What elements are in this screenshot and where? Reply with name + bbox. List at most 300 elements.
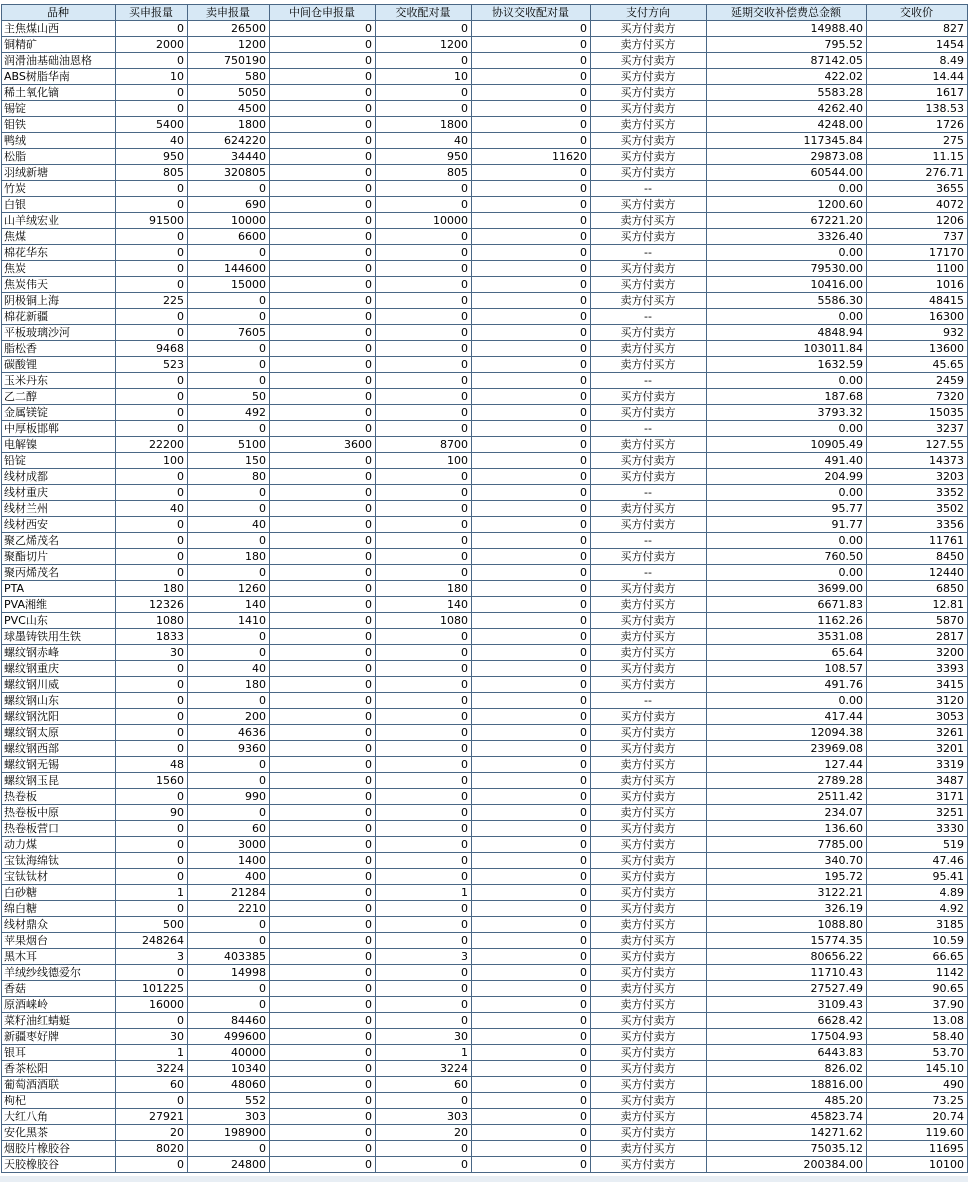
cell-delivery-price: 1454 bbox=[867, 37, 968, 53]
cell-delivery-matched: 0 bbox=[376, 725, 472, 741]
cell-intermediate-declared: 0 bbox=[270, 197, 376, 213]
cell-buy-declared: 27921 bbox=[116, 1109, 188, 1125]
table-row bbox=[2, 997, 968, 1013]
cell-agreement-matched: 0 bbox=[472, 549, 591, 565]
table-row bbox=[2, 421, 968, 437]
cell-delivery-price: 1142 bbox=[867, 965, 968, 981]
cell-variety: 螺纹钢玉昆 bbox=[2, 773, 116, 789]
cell-sell-declared: 1200 bbox=[188, 37, 270, 53]
cell-compensation-total: 14271.62 bbox=[707, 1125, 867, 1141]
cell-sell-declared: 198900 bbox=[188, 1125, 270, 1141]
cell-payment-direction: 买方付卖方 bbox=[591, 1013, 707, 1029]
cell-compensation-total: 3793.32 bbox=[707, 405, 867, 421]
cell-intermediate-declared: 0 bbox=[270, 693, 376, 709]
table-row bbox=[2, 885, 968, 901]
cell-delivery-matched: 60 bbox=[376, 1077, 472, 1093]
cell-payment-direction: -- bbox=[591, 565, 707, 581]
cell-compensation-total: 7785.00 bbox=[707, 837, 867, 853]
cell-delivery-matched: 0 bbox=[376, 341, 472, 357]
table-row bbox=[2, 725, 968, 741]
cell-compensation-total: 0.00 bbox=[707, 181, 867, 197]
cell-compensation-total: 108.57 bbox=[707, 661, 867, 677]
cell-agreement-matched: 0 bbox=[472, 245, 591, 261]
cell-delivery-matched: 0 bbox=[376, 501, 472, 517]
cell-delivery-price: 1016 bbox=[867, 277, 968, 293]
cell-buy-declared: 0 bbox=[116, 277, 188, 293]
cell-delivery-matched: 0 bbox=[376, 789, 472, 805]
cell-delivery-matched: 303 bbox=[376, 1109, 472, 1125]
cell-variety: 焦煤 bbox=[2, 229, 116, 245]
table-row bbox=[2, 1045, 968, 1061]
cell-buy-declared: 1833 bbox=[116, 629, 188, 645]
cell-intermediate-declared: 0 bbox=[270, 245, 376, 261]
cell-buy-declared: 2000 bbox=[116, 37, 188, 53]
cell-agreement-matched: 0 bbox=[472, 101, 591, 117]
cell-variety: 山羊绒宏业 bbox=[2, 213, 116, 229]
cell-compensation-total: 422.02 bbox=[707, 69, 867, 85]
cell-buy-declared: 0 bbox=[116, 325, 188, 341]
cell-sell-declared: 40 bbox=[188, 661, 270, 677]
cell-delivery-price: 3502 bbox=[867, 501, 968, 517]
table-row bbox=[2, 213, 968, 229]
cell-sell-declared: 0 bbox=[188, 981, 270, 997]
cell-buy-declared: 30 bbox=[116, 1029, 188, 1045]
cell-compensation-total: 1162.26 bbox=[707, 613, 867, 629]
cell-payment-direction: 买方付卖方 bbox=[591, 965, 707, 981]
table-row bbox=[2, 949, 968, 965]
cell-agreement-matched: 0 bbox=[472, 645, 591, 661]
cell-payment-direction: 买方付卖方 bbox=[591, 197, 707, 213]
cell-sell-declared: 10000 bbox=[188, 213, 270, 229]
cell-intermediate-declared: 0 bbox=[270, 373, 376, 389]
cell-agreement-matched: 0 bbox=[472, 1045, 591, 1061]
cell-agreement-matched: 0 bbox=[472, 405, 591, 421]
cell-variety: 螺纹钢沈阳 bbox=[2, 709, 116, 725]
cell-sell-declared: 6600 bbox=[188, 229, 270, 245]
cell-delivery-price: 3120 bbox=[867, 693, 968, 709]
cell-intermediate-declared: 0 bbox=[270, 885, 376, 901]
cell-buy-declared: 1080 bbox=[116, 613, 188, 629]
table-row bbox=[2, 965, 968, 981]
cell-variety: 平板玻璃沙河 bbox=[2, 325, 116, 341]
cell-sell-declared: 400 bbox=[188, 869, 270, 885]
cell-delivery-matched: 0 bbox=[376, 469, 472, 485]
cell-payment-direction: 买方付卖方 bbox=[591, 229, 707, 245]
cell-variety: 羊绒纱线德爱尔 bbox=[2, 965, 116, 981]
cell-intermediate-declared: 0 bbox=[270, 85, 376, 101]
cell-delivery-matched: 0 bbox=[376, 917, 472, 933]
cell-delivery-matched: 20 bbox=[376, 1125, 472, 1141]
cell-payment-direction: 买方付卖方 bbox=[591, 709, 707, 725]
cell-payment-direction: 买方付卖方 bbox=[591, 389, 707, 405]
cell-sell-declared: 24800 bbox=[188, 1157, 270, 1173]
cell-variety: 螺纹钢西部 bbox=[2, 741, 116, 757]
cell-buy-declared: 5400 bbox=[116, 117, 188, 133]
cell-delivery-price: 90.65 bbox=[867, 981, 968, 997]
col-header-sell-declared: 卖申报量 bbox=[188, 5, 270, 21]
cell-delivery-price: 8450 bbox=[867, 549, 968, 565]
cell-agreement-matched: 0 bbox=[472, 517, 591, 533]
cell-delivery-matched: 0 bbox=[376, 997, 472, 1013]
cell-buy-declared: 0 bbox=[116, 901, 188, 917]
cell-buy-declared: 3224 bbox=[116, 1061, 188, 1077]
cell-buy-declared: 8020 bbox=[116, 1141, 188, 1157]
cell-variety: 线材鼎众 bbox=[2, 917, 116, 933]
cell-variety: 锡锭 bbox=[2, 101, 116, 117]
cell-delivery-price: 58.40 bbox=[867, 1029, 968, 1045]
cell-compensation-total: 491.76 bbox=[707, 677, 867, 693]
cell-sell-declared: 4500 bbox=[188, 101, 270, 117]
cell-intermediate-declared: 0 bbox=[270, 133, 376, 149]
cell-delivery-price: 12440 bbox=[867, 565, 968, 581]
cell-agreement-matched: 0 bbox=[472, 949, 591, 965]
cell-delivery-matched: 1200 bbox=[376, 37, 472, 53]
cell-sell-declared: 0 bbox=[188, 693, 270, 709]
cell-compensation-total: 485.20 bbox=[707, 1093, 867, 1109]
cell-compensation-total: 6671.83 bbox=[707, 597, 867, 613]
cell-variety: PVC山东 bbox=[2, 613, 116, 629]
cell-delivery-matched: 0 bbox=[376, 53, 472, 69]
cell-sell-declared: 0 bbox=[188, 245, 270, 261]
cell-delivery-price: 3171 bbox=[867, 789, 968, 805]
cell-compensation-total: 60544.00 bbox=[707, 165, 867, 181]
cell-delivery-matched: 30 bbox=[376, 1029, 472, 1045]
table-row bbox=[2, 1157, 968, 1173]
cell-compensation-total: 3326.40 bbox=[707, 229, 867, 245]
cell-sell-declared: 320805 bbox=[188, 165, 270, 181]
cell-agreement-matched: 0 bbox=[472, 469, 591, 485]
cell-delivery-matched: 0 bbox=[376, 757, 472, 773]
table-row bbox=[2, 501, 968, 517]
table-row bbox=[2, 1093, 968, 1109]
cell-intermediate-declared: 0 bbox=[270, 325, 376, 341]
table-row bbox=[2, 229, 968, 245]
cell-payment-direction: 买方付卖方 bbox=[591, 277, 707, 293]
cell-intermediate-declared: 0 bbox=[270, 917, 376, 933]
cell-variety: 玉米丹东 bbox=[2, 373, 116, 389]
cell-delivery-matched: 0 bbox=[376, 741, 472, 757]
cell-compensation-total: 417.44 bbox=[707, 709, 867, 725]
cell-delivery-matched: 1800 bbox=[376, 117, 472, 133]
cell-payment-direction: 卖方付买方 bbox=[591, 981, 707, 997]
cell-agreement-matched: 0 bbox=[472, 757, 591, 773]
cell-variety: 原酒崃岭 bbox=[2, 997, 116, 1013]
cell-delivery-price: 1100 bbox=[867, 261, 968, 277]
cell-delivery-price: 4.89 bbox=[867, 885, 968, 901]
cell-buy-declared: 0 bbox=[116, 677, 188, 693]
cell-delivery-matched: 100 bbox=[376, 453, 472, 469]
cell-intermediate-declared: 0 bbox=[270, 1013, 376, 1029]
cell-intermediate-declared: 0 bbox=[270, 645, 376, 661]
cell-delivery-matched: 0 bbox=[376, 901, 472, 917]
cell-variety: 线材兰州 bbox=[2, 501, 116, 517]
cell-compensation-total: 6443.83 bbox=[707, 1045, 867, 1061]
cell-delivery-matched: 0 bbox=[376, 837, 472, 853]
cell-delivery-price: 37.90 bbox=[867, 997, 968, 1013]
cell-intermediate-declared: 0 bbox=[270, 613, 376, 629]
cell-delivery-matched: 0 bbox=[376, 853, 472, 869]
cell-agreement-matched: 0 bbox=[472, 117, 591, 133]
cell-intermediate-declared: 0 bbox=[270, 1157, 376, 1173]
cell-delivery-matched: 0 bbox=[376, 629, 472, 645]
cell-delivery-matched: 0 bbox=[376, 805, 472, 821]
cell-delivery-price: 2817 bbox=[867, 629, 968, 645]
cell-delivery-matched: 1 bbox=[376, 1045, 472, 1061]
cell-delivery-price: 275 bbox=[867, 133, 968, 149]
cell-payment-direction: 卖方付买方 bbox=[591, 645, 707, 661]
cell-delivery-matched: 0 bbox=[376, 389, 472, 405]
cell-agreement-matched: 0 bbox=[472, 197, 591, 213]
cell-agreement-matched: 0 bbox=[472, 853, 591, 869]
cell-variety: 动力煤 bbox=[2, 837, 116, 853]
cell-delivery-matched: 3 bbox=[376, 949, 472, 965]
cell-buy-declared: 10 bbox=[116, 69, 188, 85]
cell-payment-direction: 买方付卖方 bbox=[591, 901, 707, 917]
cell-buy-declared: 22200 bbox=[116, 437, 188, 453]
cell-sell-declared: 0 bbox=[188, 373, 270, 389]
cell-agreement-matched: 0 bbox=[472, 965, 591, 981]
cell-buy-declared: 0 bbox=[116, 309, 188, 325]
cell-sell-declared: 0 bbox=[188, 997, 270, 1013]
cell-sell-declared: 60 bbox=[188, 821, 270, 837]
cell-sell-declared: 0 bbox=[188, 421, 270, 437]
cell-variety: 螺纹钢太原 bbox=[2, 725, 116, 741]
col-header-agreement-matched: 协议交收配对量 bbox=[472, 5, 591, 21]
cell-intermediate-declared: 0 bbox=[270, 1093, 376, 1109]
table-row bbox=[2, 693, 968, 709]
cell-delivery-matched: 0 bbox=[376, 1013, 472, 1029]
cell-buy-declared: 0 bbox=[116, 725, 188, 741]
cell-sell-declared: 1260 bbox=[188, 581, 270, 597]
cell-compensation-total: 0.00 bbox=[707, 533, 867, 549]
cell-delivery-matched: 0 bbox=[376, 261, 472, 277]
cell-buy-declared: 20 bbox=[116, 1125, 188, 1141]
cell-payment-direction: 买方付卖方 bbox=[591, 53, 707, 69]
cell-agreement-matched: 0 bbox=[472, 725, 591, 741]
cell-variety: 苹果烟台 bbox=[2, 933, 116, 949]
cell-delivery-price: 20.74 bbox=[867, 1109, 968, 1125]
cell-intermediate-declared: 0 bbox=[270, 533, 376, 549]
cell-delivery-price: 276.71 bbox=[867, 165, 968, 181]
cell-sell-declared: 80 bbox=[188, 469, 270, 485]
cell-compensation-total: 127.44 bbox=[707, 757, 867, 773]
cell-compensation-total: 0.00 bbox=[707, 309, 867, 325]
cell-payment-direction: 买方付卖方 bbox=[591, 1093, 707, 1109]
cell-payment-direction: 买方付卖方 bbox=[591, 949, 707, 965]
cell-intermediate-declared: 0 bbox=[270, 277, 376, 293]
cell-compensation-total: 4248.00 bbox=[707, 117, 867, 133]
cell-delivery-price: 138.53 bbox=[867, 101, 968, 117]
table-row bbox=[2, 805, 968, 821]
cell-compensation-total: 1088.80 bbox=[707, 917, 867, 933]
cell-variety: 热卷板 bbox=[2, 789, 116, 805]
cell-delivery-price: 15035 bbox=[867, 405, 968, 421]
cell-variety: PVA湘维 bbox=[2, 597, 116, 613]
cell-delivery-price: 737 bbox=[867, 229, 968, 245]
table-row bbox=[2, 357, 968, 373]
cell-sell-declared: 200 bbox=[188, 709, 270, 725]
cell-agreement-matched: 0 bbox=[472, 261, 591, 277]
cell-compensation-total: 17504.93 bbox=[707, 1029, 867, 1045]
cell-intermediate-declared: 0 bbox=[270, 261, 376, 277]
cell-payment-direction: 卖方付买方 bbox=[591, 437, 707, 453]
cell-delivery-matched: 0 bbox=[376, 101, 472, 117]
cell-payment-direction: 买方付卖方 bbox=[591, 21, 707, 37]
table-row bbox=[2, 261, 968, 277]
cell-variety: 绵白糖 bbox=[2, 901, 116, 917]
cell-payment-direction: 买方付卖方 bbox=[591, 453, 707, 469]
cell-payment-direction: 卖方付买方 bbox=[591, 341, 707, 357]
cell-intermediate-declared: 0 bbox=[270, 469, 376, 485]
table-row bbox=[2, 565, 968, 581]
cell-intermediate-declared: 0 bbox=[270, 101, 376, 117]
cell-sell-declared: 552 bbox=[188, 1093, 270, 1109]
table-row bbox=[2, 469, 968, 485]
cell-delivery-price: 3655 bbox=[867, 181, 968, 197]
cell-sell-declared: 0 bbox=[188, 341, 270, 357]
cell-sell-declared: 624220 bbox=[188, 133, 270, 149]
cell-intermediate-declared: 0 bbox=[270, 661, 376, 677]
cell-sell-declared: 84460 bbox=[188, 1013, 270, 1029]
cell-buy-declared: 0 bbox=[116, 1157, 188, 1173]
cell-delivery-matched: 805 bbox=[376, 165, 472, 181]
table-row bbox=[2, 1061, 968, 1077]
cell-sell-declared: 0 bbox=[188, 917, 270, 933]
cell-agreement-matched: 0 bbox=[472, 293, 591, 309]
cell-buy-declared: 0 bbox=[116, 565, 188, 581]
cell-variety: 菜籽油红蜻蜓 bbox=[2, 1013, 116, 1029]
cell-buy-declared: 1 bbox=[116, 1045, 188, 1061]
cell-delivery-matched: 0 bbox=[376, 309, 472, 325]
cell-compensation-total: 0.00 bbox=[707, 373, 867, 389]
cell-payment-direction: 买方付卖方 bbox=[591, 853, 707, 869]
cell-delivery-price: 2459 bbox=[867, 373, 968, 389]
cell-intermediate-declared: 0 bbox=[270, 341, 376, 357]
table-row bbox=[2, 373, 968, 389]
cell-sell-declared: 580 bbox=[188, 69, 270, 85]
cell-delivery-price: 7320 bbox=[867, 389, 968, 405]
cell-buy-declared: 0 bbox=[116, 389, 188, 405]
cell-intermediate-declared: 0 bbox=[270, 357, 376, 373]
cell-buy-declared: 40 bbox=[116, 133, 188, 149]
table-row bbox=[2, 405, 968, 421]
cell-payment-direction: 卖方付买方 bbox=[591, 997, 707, 1013]
cell-agreement-matched: 0 bbox=[472, 325, 591, 341]
cell-intermediate-declared: 0 bbox=[270, 229, 376, 245]
cell-variety: 稀土氧化镝 bbox=[2, 85, 116, 101]
cell-agreement-matched: 0 bbox=[472, 309, 591, 325]
cell-sell-declared: 40 bbox=[188, 517, 270, 533]
cell-variety: 新疆枣好牌 bbox=[2, 1029, 116, 1045]
table-row bbox=[2, 1125, 968, 1141]
cell-payment-direction: 买方付卖方 bbox=[591, 677, 707, 693]
cell-variety: 乙二醇 bbox=[2, 389, 116, 405]
cell-sell-declared: 14998 bbox=[188, 965, 270, 981]
cell-intermediate-declared: 0 bbox=[270, 949, 376, 965]
cell-compensation-total: 2789.28 bbox=[707, 773, 867, 789]
cell-delivery-price: 3356 bbox=[867, 517, 968, 533]
cell-intermediate-declared: 0 bbox=[270, 773, 376, 789]
cell-payment-direction: 卖方付买方 bbox=[591, 805, 707, 821]
cell-compensation-total: 2511.42 bbox=[707, 789, 867, 805]
cell-agreement-matched: 0 bbox=[472, 85, 591, 101]
cell-buy-declared: 90 bbox=[116, 805, 188, 821]
cell-compensation-total: 3109.43 bbox=[707, 997, 867, 1013]
cell-payment-direction: 卖方付买方 bbox=[591, 597, 707, 613]
cell-agreement-matched: 0 bbox=[472, 229, 591, 245]
cell-buy-declared: 3 bbox=[116, 949, 188, 965]
cell-delivery-price: 11695 bbox=[867, 1141, 968, 1157]
cell-payment-direction: 卖方付买方 bbox=[591, 357, 707, 373]
cell-delivery-matched: 0 bbox=[376, 869, 472, 885]
cell-payment-direction: 买方付卖方 bbox=[591, 1125, 707, 1141]
cell-buy-declared: 30 bbox=[116, 645, 188, 661]
cell-agreement-matched: 0 bbox=[472, 1029, 591, 1045]
cell-payment-direction: 卖方付买方 bbox=[591, 501, 707, 517]
cell-delivery-price: 3053 bbox=[867, 709, 968, 725]
cell-compensation-total: 11710.43 bbox=[707, 965, 867, 981]
cell-delivery-price: 5870 bbox=[867, 613, 968, 629]
cell-payment-direction: 卖方付买方 bbox=[591, 1109, 707, 1125]
cell-agreement-matched: 0 bbox=[472, 1157, 591, 1173]
cell-buy-declared: 101225 bbox=[116, 981, 188, 997]
cell-agreement-matched: 0 bbox=[472, 597, 591, 613]
cell-delivery-price: 3393 bbox=[867, 661, 968, 677]
cell-delivery-matched: 0 bbox=[376, 533, 472, 549]
cell-agreement-matched: 0 bbox=[472, 1093, 591, 1109]
cell-delivery-price: 66.65 bbox=[867, 949, 968, 965]
cell-delivery-price: 13.08 bbox=[867, 1013, 968, 1029]
cell-variety: 金属镁锭 bbox=[2, 405, 116, 421]
cell-intermediate-declared: 0 bbox=[270, 117, 376, 133]
cell-sell-declared: 492 bbox=[188, 405, 270, 421]
cell-buy-declared: 0 bbox=[116, 661, 188, 677]
cell-intermediate-declared: 0 bbox=[270, 757, 376, 773]
cell-compensation-total: 3122.21 bbox=[707, 885, 867, 901]
cell-payment-direction: 买方付卖方 bbox=[591, 613, 707, 629]
cell-intermediate-declared: 0 bbox=[270, 997, 376, 1013]
cell-buy-declared: 523 bbox=[116, 357, 188, 373]
cell-payment-direction: 买方付卖方 bbox=[591, 261, 707, 277]
table-row bbox=[2, 165, 968, 181]
cell-buy-declared: 0 bbox=[116, 549, 188, 565]
cell-delivery-price: 16300 bbox=[867, 309, 968, 325]
cell-intermediate-declared: 0 bbox=[270, 69, 376, 85]
cell-compensation-total: 0.00 bbox=[707, 421, 867, 437]
cell-delivery-price: 827 bbox=[867, 21, 968, 37]
cell-variety: 棉花华东 bbox=[2, 245, 116, 261]
cell-delivery-matched: 0 bbox=[376, 661, 472, 677]
cell-delivery-price: 12.81 bbox=[867, 597, 968, 613]
table-row bbox=[2, 981, 968, 997]
cell-sell-declared: 403385 bbox=[188, 949, 270, 965]
cell-delivery-price: 10100 bbox=[867, 1157, 968, 1173]
cell-delivery-matched: 8700 bbox=[376, 437, 472, 453]
cell-compensation-total: 1200.60 bbox=[707, 197, 867, 213]
table-row bbox=[2, 133, 968, 149]
cell-buy-declared: 805 bbox=[116, 165, 188, 181]
cell-payment-direction: 买方付卖方 bbox=[591, 85, 707, 101]
cell-buy-declared: 0 bbox=[116, 53, 188, 69]
cell-variety: 黑木耳 bbox=[2, 949, 116, 965]
cell-delivery-price: 45.65 bbox=[867, 357, 968, 373]
cell-buy-declared: 0 bbox=[116, 85, 188, 101]
cell-delivery-price: 3200 bbox=[867, 645, 968, 661]
cell-sell-declared: 48060 bbox=[188, 1077, 270, 1093]
cell-agreement-matched: 0 bbox=[472, 613, 591, 629]
cell-buy-declared: 0 bbox=[116, 853, 188, 869]
cell-compensation-total: 18816.00 bbox=[707, 1077, 867, 1093]
